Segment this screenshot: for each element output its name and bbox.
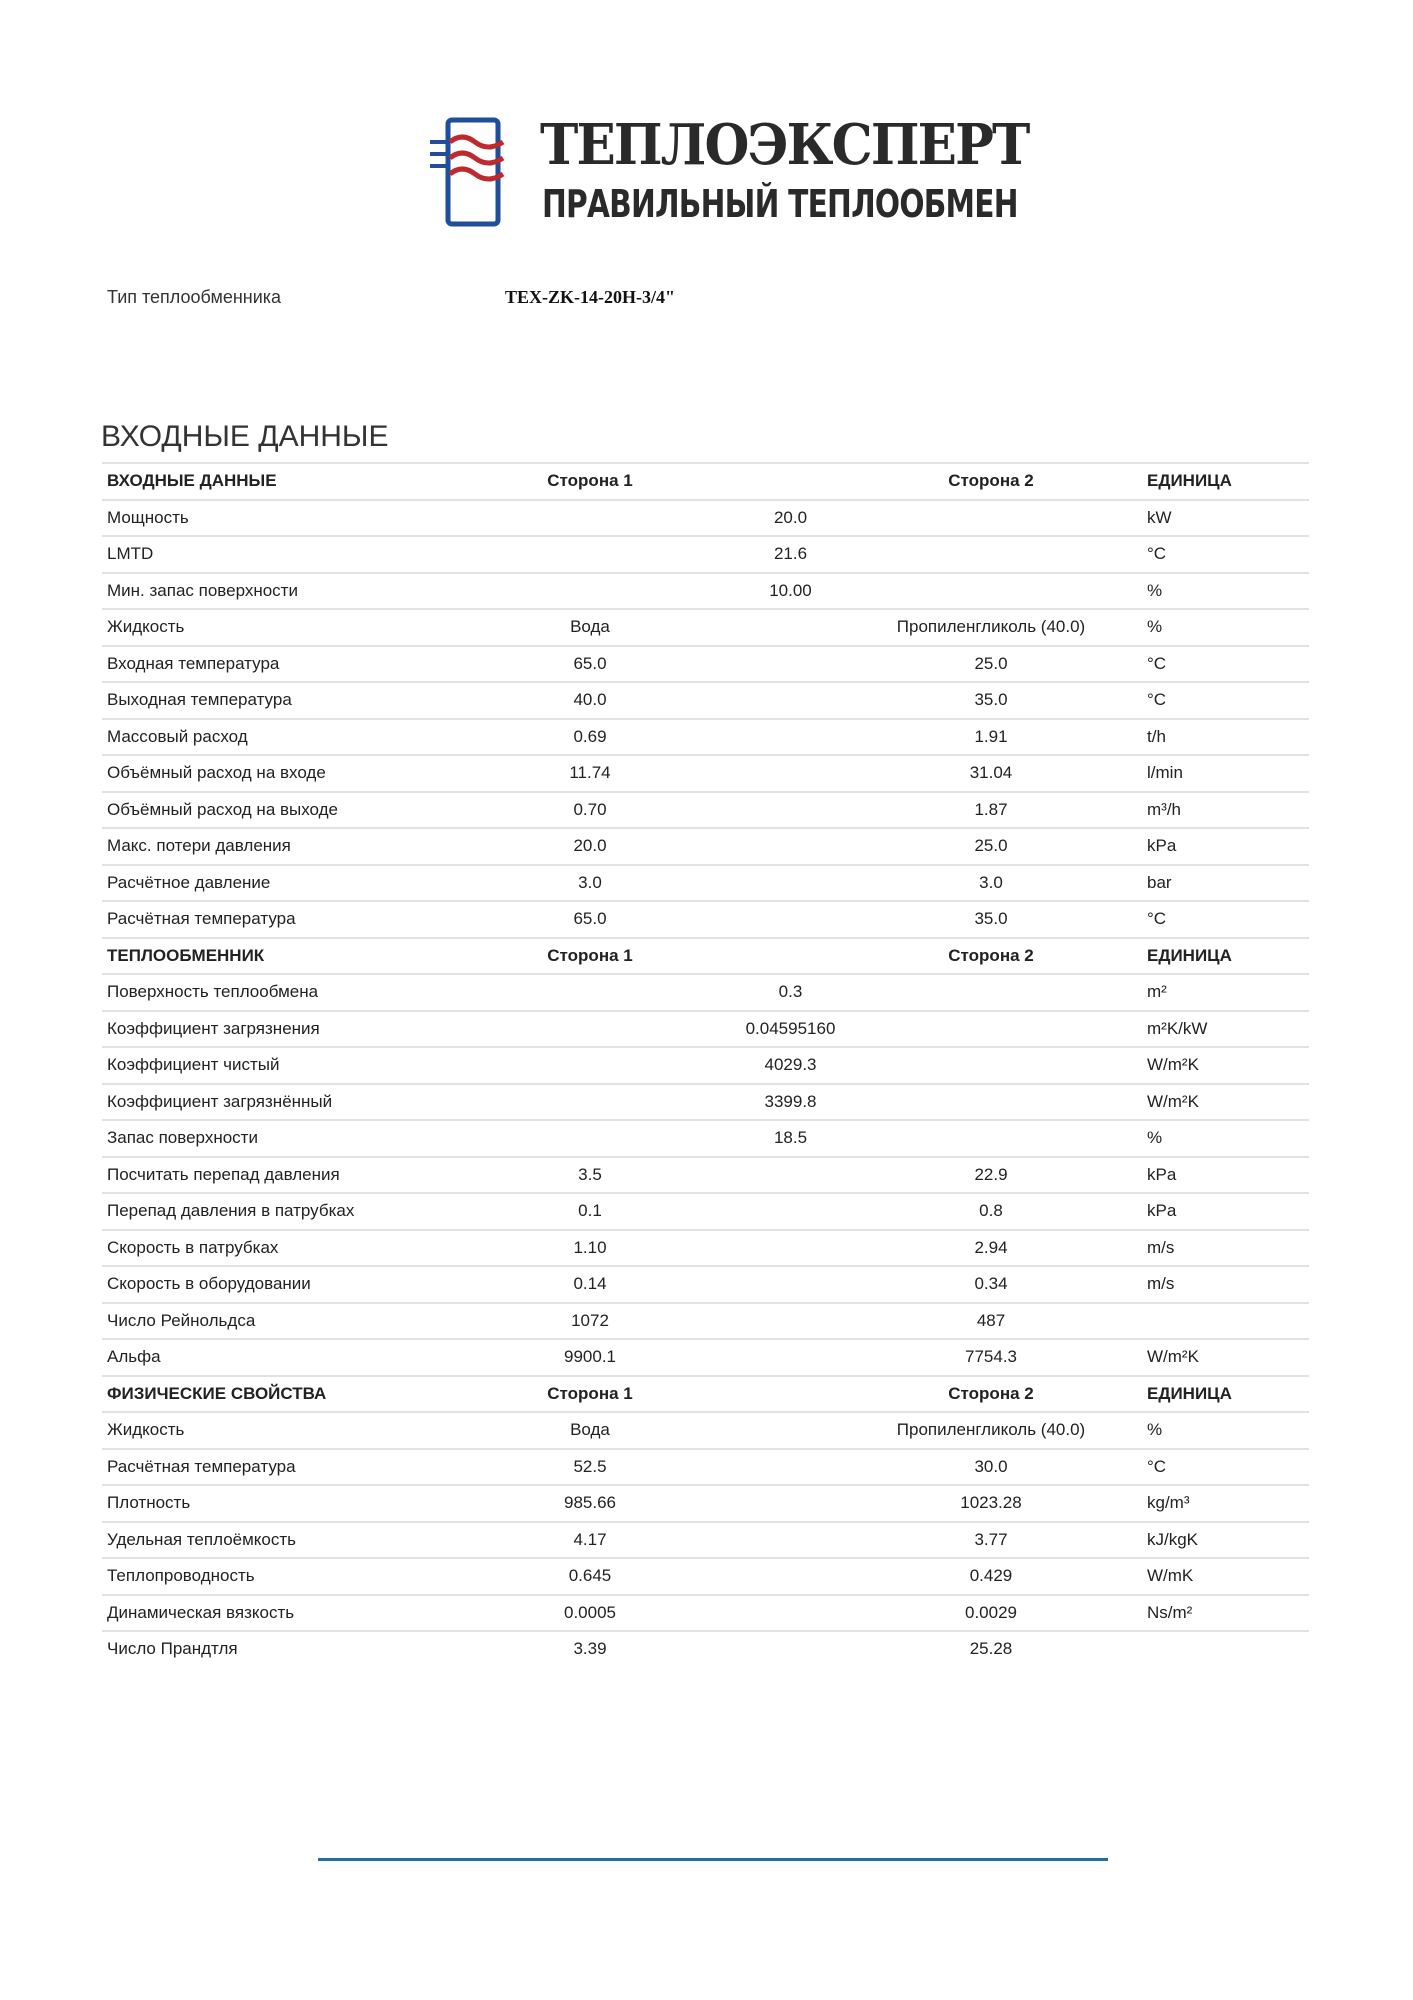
unit: °C [1094, 901, 1309, 938]
table-row [102, 1303, 1309, 1340]
spacer [693, 1376, 888, 1413]
unit: % [1094, 1120, 1309, 1157]
spacer [693, 646, 888, 683]
side-1-value: 65.0 [487, 901, 693, 938]
side-2-value: 3.0 [888, 865, 1094, 902]
spacer [693, 1230, 888, 1267]
row-label: Альфа [102, 1339, 487, 1376]
spacer [693, 901, 888, 938]
row-label: Скорость в патрубках [102, 1230, 487, 1267]
side-1-value: 9900.1 [487, 1339, 693, 1376]
spacer [693, 1631, 888, 1667]
row-label: LMTD [102, 536, 487, 573]
unit [1094, 1631, 1309, 1667]
row-label: Жидкость [102, 609, 487, 646]
spacer [693, 865, 888, 902]
table-row [102, 1157, 1309, 1194]
unit: % [1094, 1412, 1309, 1449]
table-row [102, 1011, 1309, 1048]
spacer [693, 755, 888, 792]
row-label: Теплопроводность [102, 1558, 487, 1595]
unit: m³/h [1094, 792, 1309, 829]
side-1-value: 40.0 [487, 682, 693, 719]
spacer [693, 1339, 888, 1376]
table-section-header [102, 1376, 1309, 1413]
side-2-value: 487 [888, 1303, 1094, 1340]
side-1-value: 0.69 [487, 719, 693, 756]
row-label: Скорость в оборудовании [102, 1266, 487, 1303]
table-row [102, 609, 1309, 646]
table-row [102, 1522, 1309, 1559]
side-1-value: 0.0005 [487, 1595, 693, 1632]
row-label: Массовый расход [102, 719, 487, 756]
side-2-value: Пропиленгликоль (40.0) [888, 1412, 1094, 1449]
side-2-value: 31.04 [888, 755, 1094, 792]
side-2-value: 35.0 [888, 901, 1094, 938]
row-label: Расчётная температура [102, 901, 487, 938]
side-2-value: 25.0 [888, 646, 1094, 683]
exchanger-type-value: TEX-ZK-14-20H-3/4" [505, 287, 675, 307]
unit: m²K/kW [1094, 1011, 1309, 1048]
side-1-value: 1072 [487, 1303, 693, 1340]
side-1-value: Сторона 1 [487, 938, 693, 975]
side-1-value: 3.39 [487, 1631, 693, 1667]
table-row [102, 500, 1309, 537]
merged-value: 0.3 [487, 974, 1094, 1011]
merged-value: 3399.8 [487, 1084, 1094, 1121]
spacer [693, 1193, 888, 1230]
heat-exchanger-logo-icon [430, 112, 530, 242]
unit: m/s [1094, 1230, 1309, 1267]
spacer [693, 1157, 888, 1194]
side-2-value: Пропиленгликоль (40.0) [888, 609, 1094, 646]
table-row [102, 1193, 1309, 1230]
row-label: Мощность [102, 500, 487, 537]
row-label: Коэффициент загрязнения [102, 1011, 487, 1048]
unit: l/min [1094, 755, 1309, 792]
spacer [693, 463, 888, 500]
table-row [102, 719, 1309, 756]
row-label: Выходная температура [102, 682, 487, 719]
table-row [102, 1084, 1309, 1121]
spacer [693, 828, 888, 865]
side-1-value: 1.10 [487, 1230, 693, 1267]
side-2-value: 0.429 [888, 1558, 1094, 1595]
row-label: Расчётное давление [102, 865, 487, 902]
row-label: ТЕПЛООБМЕННИК [102, 938, 487, 975]
row-label: Жидкость [102, 1412, 487, 1449]
side-1-value: Сторона 1 [487, 463, 693, 500]
table-section-header [102, 463, 1309, 500]
unit: W/m²K [1094, 1084, 1309, 1121]
side-2-value: 3.77 [888, 1522, 1094, 1559]
side-1-value: 0.1 [487, 1193, 693, 1230]
side-2-value: 25.0 [888, 828, 1094, 865]
unit [1094, 1303, 1309, 1340]
row-label: Число Прандтля [102, 1631, 487, 1667]
row-label: Плотность [102, 1485, 487, 1522]
table-row [102, 1412, 1309, 1449]
spacer [693, 1558, 888, 1595]
unit: W/m²K [1094, 1339, 1309, 1376]
side-1-value: Вода [487, 1412, 693, 1449]
side-2-value: 0.0029 [888, 1595, 1094, 1632]
spacer [693, 719, 888, 756]
merged-value: 4029.3 [487, 1047, 1094, 1084]
table-row [102, 1047, 1309, 1084]
table-row [102, 1230, 1309, 1267]
side-1-value: 4.17 [487, 1522, 693, 1559]
table-row [102, 1558, 1309, 1595]
unit: ЕДИНИЦА [1094, 463, 1309, 500]
unit: % [1094, 609, 1309, 646]
unit: °C [1094, 682, 1309, 719]
unit: kW [1094, 500, 1309, 537]
spacer [693, 1449, 888, 1486]
table-row [102, 1449, 1309, 1486]
side-1-value: Сторона 1 [487, 1376, 693, 1413]
spacer [693, 1266, 888, 1303]
row-label: Объёмный расход на входе [102, 755, 487, 792]
unit: W/mK [1094, 1558, 1309, 1595]
row-label: Посчитать перепад давления [102, 1157, 487, 1194]
side-1-value: 3.0 [487, 865, 693, 902]
side-1-value: 0.70 [487, 792, 693, 829]
side-1-value: 3.5 [487, 1157, 693, 1194]
merged-value: 10.00 [487, 573, 1094, 610]
side-1-value: 985.66 [487, 1485, 693, 1522]
side-2-value: 0.8 [888, 1193, 1094, 1230]
row-label: ВХОДНЫЕ ДАННЫЕ [102, 463, 487, 500]
spacer [693, 1303, 888, 1340]
table-row [102, 1485, 1309, 1522]
exchanger-type-label: Тип теплообменника [107, 287, 282, 307]
row-label: Число Рейнольдса [102, 1303, 487, 1340]
side-2-value: 1.91 [888, 719, 1094, 756]
side-2-value: Сторона 2 [888, 938, 1094, 975]
side-2-value: 25.28 [888, 1631, 1094, 1667]
table-row [102, 865, 1309, 902]
table-row [102, 573, 1309, 610]
side-2-value: 22.9 [888, 1157, 1094, 1194]
side-1-value: 0.14 [487, 1266, 693, 1303]
row-label: Входная температура [102, 646, 487, 683]
spacer [693, 682, 888, 719]
spacer [693, 1595, 888, 1632]
row-label: Перепад давления в патрубках [102, 1193, 487, 1230]
unit: ЕДИНИЦА [1094, 938, 1309, 975]
row-label: ФИЗИЧЕСКИЕ СВОЙСТВА [102, 1376, 487, 1413]
table-section-header [102, 938, 1309, 975]
side-2-value: 35.0 [888, 682, 1094, 719]
unit: t/h [1094, 719, 1309, 756]
unit: bar [1094, 865, 1309, 902]
table-row [102, 682, 1309, 719]
spacer [693, 1412, 888, 1449]
unit: kPa [1094, 1193, 1309, 1230]
table-row [102, 1120, 1309, 1157]
row-label: Расчётная температура [102, 1449, 487, 1486]
row-label: Поверхность теплообмена [102, 974, 487, 1011]
side-2-value: 2.94 [888, 1230, 1094, 1267]
row-label: Коэффициент чистый [102, 1047, 487, 1084]
spacer [693, 792, 888, 829]
table-row [102, 901, 1309, 938]
unit: kg/m³ [1094, 1485, 1309, 1522]
row-label: Мин. запас поверхности [102, 573, 487, 610]
table-row [102, 1595, 1309, 1632]
side-2-value: 1023.28 [888, 1485, 1094, 1522]
row-label: Динамическая вязкость [102, 1595, 487, 1632]
side-1-value: Вода [487, 609, 693, 646]
table-row [102, 536, 1309, 573]
row-label: Макс. потери давления [102, 828, 487, 865]
unit: m/s [1094, 1266, 1309, 1303]
spacer [693, 609, 888, 646]
side-2-value: 1.87 [888, 792, 1094, 829]
spacer [693, 938, 888, 975]
table-row [102, 1266, 1309, 1303]
row-label: Коэффициент загрязнённый [102, 1084, 487, 1121]
logo-title: ТЕПЛОЭКСПЕРТ [540, 112, 1029, 178]
table-row [102, 646, 1309, 683]
unit: kJ/kgK [1094, 1522, 1309, 1559]
row-label: Удельная теплоёмкость [102, 1522, 487, 1559]
side-2-value: Сторона 2 [888, 463, 1094, 500]
side-1-value: 11.74 [487, 755, 693, 792]
side-1-value: 0.645 [487, 1558, 693, 1595]
row-label: Объёмный расход на выходе [102, 792, 487, 829]
data-table [102, 462, 1309, 1667]
footer-divider [318, 1858, 1108, 1861]
unit: °C [1094, 1449, 1309, 1486]
side-1-value: 52.5 [487, 1449, 693, 1486]
table-row [102, 755, 1309, 792]
unit: °C [1094, 536, 1309, 573]
table-row [102, 1339, 1309, 1376]
side-2-value: 7754.3 [888, 1339, 1094, 1376]
table-row [102, 828, 1309, 865]
unit: % [1094, 573, 1309, 610]
logo [430, 112, 1029, 242]
unit: kPa [1094, 1157, 1309, 1194]
unit: W/m²K [1094, 1047, 1309, 1084]
row-label: Запас поверхности [102, 1120, 487, 1157]
side-2-value: 0.34 [888, 1266, 1094, 1303]
unit: m² [1094, 974, 1309, 1011]
unit: kPa [1094, 828, 1309, 865]
side-1-value: 20.0 [487, 828, 693, 865]
side-2-value: 30.0 [888, 1449, 1094, 1486]
merged-value: 0.04595160 [487, 1011, 1094, 1048]
table-row [102, 1631, 1309, 1667]
section-title: ВХОДНЫЕ ДАННЫЕ [101, 420, 389, 453]
side-2-value: Сторона 2 [888, 1376, 1094, 1413]
spacer [693, 1522, 888, 1559]
merged-value: 20.0 [487, 500, 1094, 537]
spacer [693, 1485, 888, 1522]
merged-value: 21.6 [487, 536, 1094, 573]
unit: Ns/m² [1094, 1595, 1309, 1632]
logo-tagline: ПРАВИЛЬНЫЙ ТЕПЛООБМЕН [542, 182, 1018, 226]
table-row [102, 974, 1309, 1011]
merged-value: 18.5 [487, 1120, 1094, 1157]
unit: ЕДИНИЦА [1094, 1376, 1309, 1413]
unit: °C [1094, 646, 1309, 683]
side-1-value: 65.0 [487, 646, 693, 683]
table-row [102, 792, 1309, 829]
